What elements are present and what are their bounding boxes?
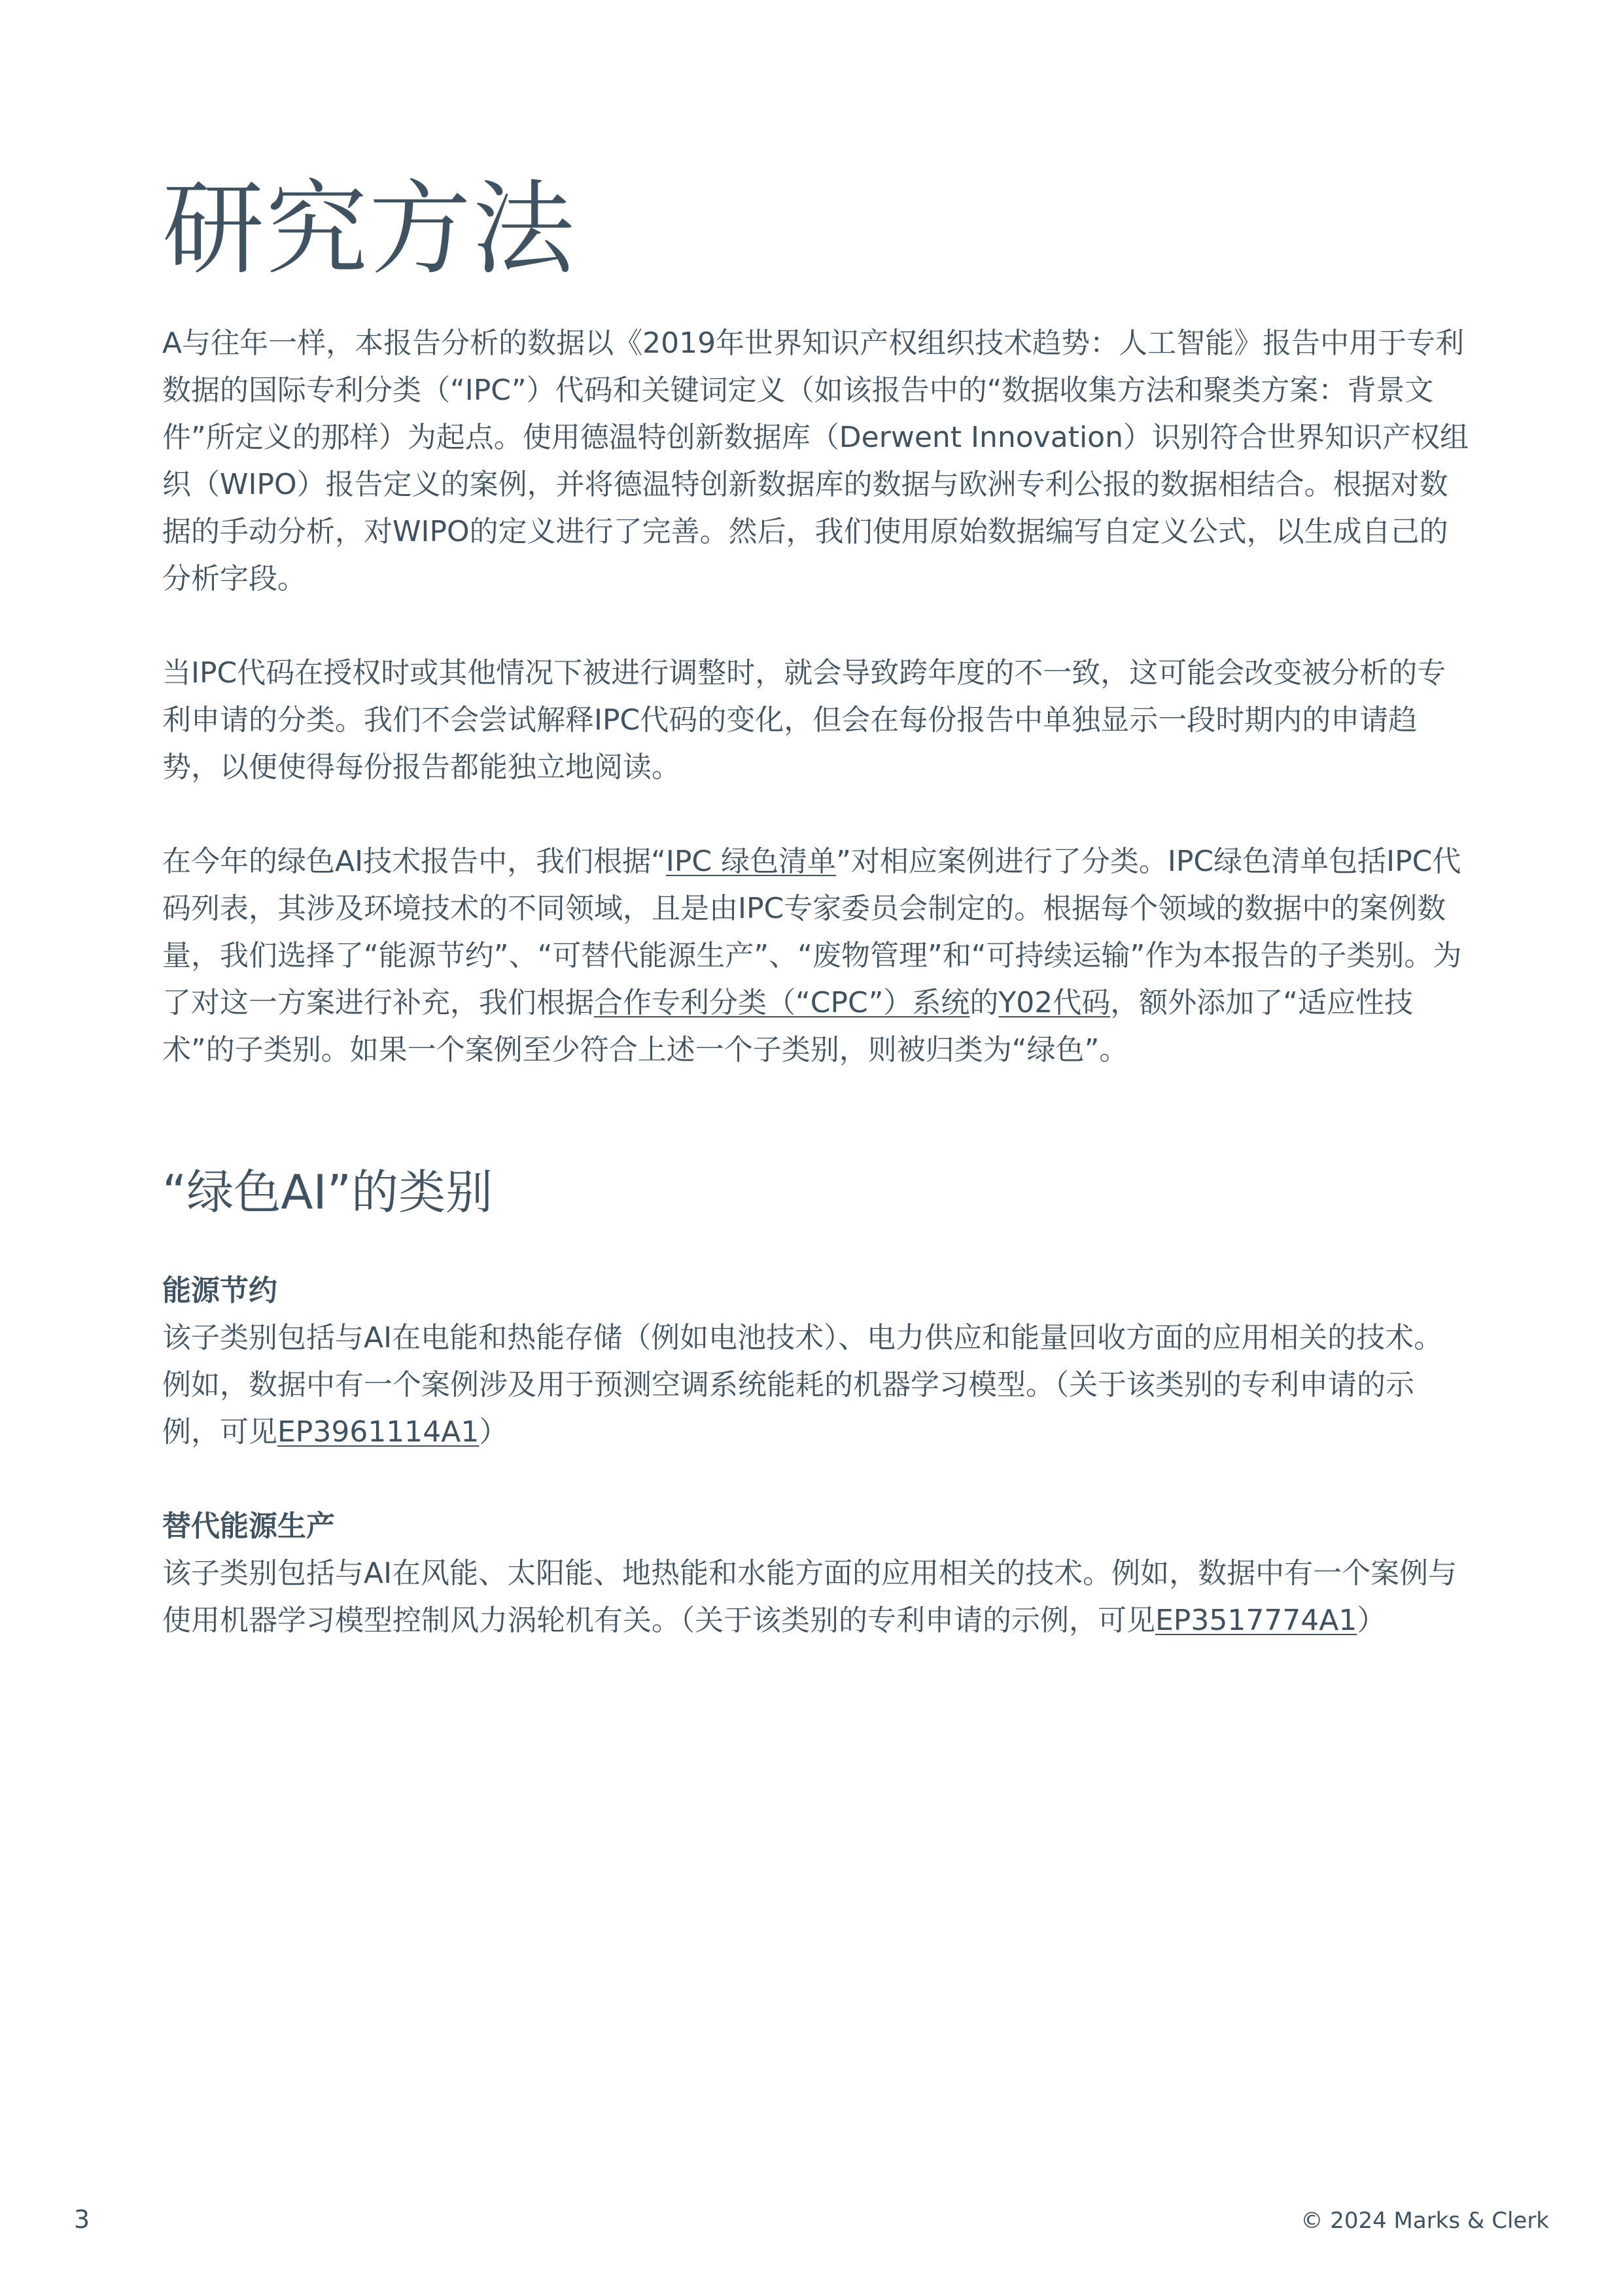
main-content	[162, 167, 1471, 1691]
category-title: 能源节约	[162, 1274, 277, 1307]
section-title: “绿色AI”的类别	[162, 1165, 493, 1220]
cpc-system-link[interactable]: 合作专利分类（“CPC”）系统	[594, 986, 970, 1019]
para3-text-3: 的	[969, 986, 999, 1019]
category-description: 该子类别包括与AI在风能、太阳能、地热能和水能方面的应用相关的技术。例如，数据中有一个案例与使用机器学习模型控制风力涡轮机有关。（关于该类别的专利申请的示例，可见	[162, 1557, 1457, 1637]
category-description: 该子类别包括与AI在电能和热能存储（例如电池技术）、电力供应和能量回收方面的应用相关的技术。例如，数据中有一个案例涉及用于预测空调系统能耗的机器学习模型。（关于该类别的专利申请的示例，可见	[162, 1321, 1443, 1449]
page-title: 研究方法	[162, 169, 576, 289]
category-energy-conservation	[162, 1267, 1471, 1456]
ipc-green-inventory-link[interactable]: IPC 绿色清单	[665, 845, 837, 878]
patent-link-ep3517774a1[interactable]: EP3517774A1	[1155, 1604, 1357, 1637]
category-body	[162, 1315, 1471, 1456]
methodology-paragraph-1: A与往年一样，本报告分析的数据以《2019年世界知识产权组织技术趋势：人工智能》报告中用于专利数据的国际专利分类（“IPC”）代码和关键词定义（如该报告中的“数据收集方法和聚类方案：背景文件”所定义的那样）为起点。使用德温特创新数据库（Derwent Innovation）识别符合世界知识产权组织（WIPO）报告定义的案例，并将德温特创新数据库的数据与欧洲专利公报的数据相结合。根据对数据的手动分析，对WIPO的定义进行了完善。然后，我们使用原始数据编写自定义公式，以生成自己的分析字段。	[162, 327, 1469, 595]
y02-code-link[interactable]: Y02代码	[998, 986, 1111, 1019]
category-title: 替代能源生产	[162, 1510, 335, 1543]
category-body	[162, 1550, 1471, 1644]
para3-text-1: 在今年的绿色AI技术报告中，我们根据“	[162, 845, 666, 878]
page-number: 3	[74, 2205, 90, 2234]
category-body-tail: ）	[1357, 1604, 1386, 1637]
para3-text-4: ，额外添加了“适应性技术”的子类别。如果一个案例至少符合上述一个子类别，则被归类为“绿色”。	[162, 986, 1414, 1067]
category-alternative-energy	[162, 1503, 1471, 1644]
methodology-paragraph-2: 当IPC代码在授权时或其他情况下被进行调整时，就会导致跨年度的不一致，这可能会改变被分析的专利申请的分类。我们不会尝试解释IPC代码的变化，但会在每份报告中单独显示一段时期内的申请趋势，以便使得每份报告都能独立地阅读。	[162, 656, 1446, 784]
category-body-tail: ）	[479, 1415, 508, 1449]
methodology-paragraph-3	[162, 838, 1471, 1074]
patent-link-ep3961114a1[interactable]: EP3961114A1	[277, 1415, 480, 1449]
para3-text-2: ”对相应案例进行了分类。IPC绿色清单包括IPC代码列表，其涉及环境技术的不同领域，且是由IPC专家委员会制定的。根据每个领域的数据中的案例数量，我们选择了“能源节约”、“可替代能源生产”、“废物管理”和“可持续运输”作为本报告的子类别。为了对这一方案进行补充，我们根据	[162, 845, 1462, 1019]
copyright-notice: © 2024 Marks & Clerk	[1300, 2208, 1549, 2234]
